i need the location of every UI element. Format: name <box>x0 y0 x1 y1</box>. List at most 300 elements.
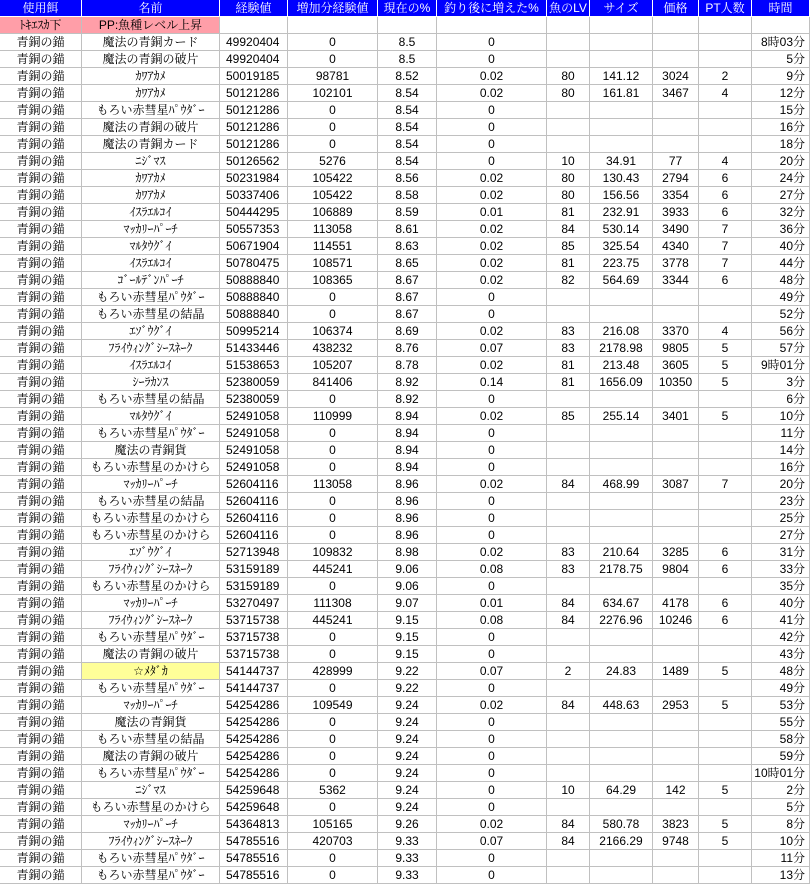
cell-exp: 50121286 <box>220 85 288 102</box>
cell-size <box>590 459 653 476</box>
cell-size: 216.08 <box>590 323 653 340</box>
cell-pt: 6 <box>699 187 752 204</box>
cell-exp: 50671904 <box>220 238 288 255</box>
cell-size: 2178.75 <box>590 561 653 578</box>
cell-pct-gain: 0.02 <box>437 85 547 102</box>
cell-lv <box>547 731 590 748</box>
cell-pt: 5 <box>699 408 752 425</box>
cell-exp-gain: 0 <box>288 102 378 119</box>
cell-time: 24分 <box>752 170 810 187</box>
table-row <box>0 663 810 680</box>
cell-exp: 53715738 <box>220 612 288 629</box>
cell-pt <box>699 493 752 510</box>
cell-exp: 49920404 <box>220 34 288 51</box>
cell-time: 42分 <box>752 629 810 646</box>
cell-pt <box>699 867 752 884</box>
cell-bait: 青銅の錨 <box>0 51 82 68</box>
cell-size <box>590 136 653 153</box>
cell-exp-gain: 0 <box>288 748 378 765</box>
cell-price: 10350 <box>653 374 699 391</box>
cell-pct: 8.92 <box>378 391 437 408</box>
cell-pct-gain: 0 <box>437 578 547 595</box>
cell-pct-gain: 0 <box>437 119 547 136</box>
cell-price: 142 <box>653 782 699 799</box>
cell-price <box>653 799 699 816</box>
cell-size: 564.69 <box>590 272 653 289</box>
cell-pct: 8.67 <box>378 272 437 289</box>
cell-pt: 7 <box>699 221 752 238</box>
cell-price: 4340 <box>653 238 699 255</box>
cell-name: 魔法の青銅の破片 <box>82 119 220 136</box>
table-row <box>0 391 810 408</box>
table-row <box>0 408 810 425</box>
cell-pct: 8.94 <box>378 408 437 425</box>
cell-time: 13分 <box>752 867 810 884</box>
cell-pct: 8.58 <box>378 187 437 204</box>
cell-price: 3344 <box>653 272 699 289</box>
cell-exp: 54254286 <box>220 748 288 765</box>
cell-exp-gain: 0 <box>288 646 378 663</box>
cell-bait: 青銅の錨 <box>0 629 82 646</box>
cell-size: 2166.29 <box>590 833 653 850</box>
cell-name: ﾌﾗｲｳｨﾝｸﾞｼｰｽﾈｰｸ <box>82 561 220 578</box>
cell-time: 11分 <box>752 850 810 867</box>
cell-exp-gain: 0 <box>288 34 378 51</box>
column-header-time: 時間 <box>752 0 810 17</box>
cell-pt: 6 <box>699 272 752 289</box>
cell-price: 1489 <box>653 663 699 680</box>
cell-price <box>653 425 699 442</box>
cell-name: もろい赤彗星のかけら <box>82 510 220 527</box>
cell-lv: 81 <box>547 374 590 391</box>
table-row <box>0 867 810 884</box>
cell-lv <box>547 850 590 867</box>
cell-time: 14分 <box>752 442 810 459</box>
cell-size <box>590 306 653 323</box>
cell-exp-gain: 109549 <box>288 697 378 714</box>
table-row <box>0 238 810 255</box>
cell-name: ｴｿﾞｳｸﾞｲ <box>82 323 220 340</box>
cell-pct-gain: 0.02 <box>437 238 547 255</box>
cell-exp: 54785516 <box>220 850 288 867</box>
table-row <box>0 799 810 816</box>
cell-size <box>590 510 653 527</box>
cell-pct-gain: 0 <box>437 782 547 799</box>
cell-bait: 青銅の錨 <box>0 306 82 323</box>
cell-pct: 8.54 <box>378 102 437 119</box>
cell-pct-gain: 0.02 <box>437 323 547 340</box>
cell-exp: 50231984 <box>220 170 288 187</box>
cell-bait: 青銅の錨 <box>0 391 82 408</box>
cell-pct-gain: 0 <box>437 646 547 663</box>
table-row <box>0 697 810 714</box>
cell-lv: 85 <box>547 238 590 255</box>
table-row <box>0 119 810 136</box>
cell-time: 27分 <box>752 187 810 204</box>
table-row <box>0 272 810 289</box>
cell-exp-gain: 445241 <box>288 612 378 629</box>
cell-price: 9748 <box>653 833 699 850</box>
cell-pt <box>699 459 752 476</box>
cell-pct-gain: 0.01 <box>437 204 547 221</box>
cell-name: ﾏﾙﾀｳｸﾞｲ <box>82 238 220 255</box>
cell-size <box>590 391 653 408</box>
cell-time: 31分 <box>752 544 810 561</box>
cell-pct-gain: 0.08 <box>437 561 547 578</box>
cell-time: 53分 <box>752 697 810 714</box>
cell-exp-gain: 0 <box>288 442 378 459</box>
cell-bait: 青銅の錨 <box>0 289 82 306</box>
cell-exp-gain: 102101 <box>288 85 378 102</box>
cell-name: もろい赤彗星の結晶 <box>82 306 220 323</box>
table-row <box>0 731 810 748</box>
cell-pt <box>699 646 752 663</box>
cell-name: もろい赤彗星ﾊﾟｳﾀﾞｰ <box>82 289 220 306</box>
cell-size: 1656.09 <box>590 374 653 391</box>
cell-exp-gain: 0 <box>288 425 378 442</box>
cell-lv <box>547 136 590 153</box>
table-row <box>0 527 810 544</box>
cell-price <box>653 34 699 51</box>
cell-price <box>653 867 699 884</box>
cell-pt <box>699 425 752 442</box>
cell-bait: 青銅の錨 <box>0 238 82 255</box>
cell-time: 56分 <box>752 323 810 340</box>
cell-exp-gain: 445241 <box>288 561 378 578</box>
cell-name: ｶﾜｱｶﾒ <box>82 68 220 85</box>
empty-cell <box>653 17 699 34</box>
cell-pt: 6 <box>699 204 752 221</box>
cell-lv: 84 <box>547 476 590 493</box>
cell-exp: 52491058 <box>220 425 288 442</box>
cell-size <box>590 731 653 748</box>
cell-pct: 9.24 <box>378 731 437 748</box>
cell-price <box>653 306 699 323</box>
cell-lv <box>547 680 590 697</box>
cell-exp: 54785516 <box>220 833 288 850</box>
cell-name: ☆ﾒﾀﾞｶ <box>82 663 220 680</box>
cell-lv <box>547 289 590 306</box>
cell-pct: 9.33 <box>378 850 437 867</box>
cell-exp-gain: 420703 <box>288 833 378 850</box>
cell-pct-gain: 0 <box>437 459 547 476</box>
cell-bait: 青銅の錨 <box>0 816 82 833</box>
cell-name: 魔法の青銅貨 <box>82 714 220 731</box>
cell-pt <box>699 765 752 782</box>
cell-pt <box>699 119 752 136</box>
cell-pct: 9.24 <box>378 714 437 731</box>
column-header-pt: PT人数 <box>699 0 752 17</box>
cell-bait: 青銅の錨 <box>0 578 82 595</box>
cell-bait: 青銅の錨 <box>0 867 82 884</box>
cell-name: もろい赤彗星のかけら <box>82 799 220 816</box>
cell-pct: 9.24 <box>378 799 437 816</box>
column-header-name: 名前 <box>82 0 220 17</box>
cell-name: ﾏｯｶﾘｰﾊﾟｰﾁ <box>82 816 220 833</box>
cell-price: 3490 <box>653 221 699 238</box>
table-row <box>0 51 810 68</box>
cell-pct-gain: 0 <box>437 527 547 544</box>
cell-exp: 53159189 <box>220 578 288 595</box>
cell-bait: 青銅の錨 <box>0 34 82 51</box>
cell-pt <box>699 731 752 748</box>
cell-name: もろい赤彗星の結晶 <box>82 391 220 408</box>
cell-time: 40分 <box>752 238 810 255</box>
cell-bait: 青銅の錨 <box>0 85 82 102</box>
cell-exp: 50780475 <box>220 255 288 272</box>
column-header-pct-gain: 釣り後に増えた% <box>437 0 547 17</box>
cell-bait: 青銅の錨 <box>0 476 82 493</box>
cell-pct: 9.33 <box>378 833 437 850</box>
cell-bait: 青銅の錨 <box>0 357 82 374</box>
cell-pct: 9.15 <box>378 612 437 629</box>
cell-price: 4178 <box>653 595 699 612</box>
cell-bait: 青銅の錨 <box>0 221 82 238</box>
cell-price <box>653 765 699 782</box>
cell-price <box>653 289 699 306</box>
cell-exp: 50126562 <box>220 153 288 170</box>
cell-exp-gain: 98781 <box>288 68 378 85</box>
cell-lv <box>547 34 590 51</box>
column-header-lv: 魚のLV <box>547 0 590 17</box>
table-row <box>0 748 810 765</box>
cell-pct-gain: 0 <box>437 136 547 153</box>
cell-lv <box>547 119 590 136</box>
cell-bait: 青銅の錨 <box>0 323 82 340</box>
cell-lv: 81 <box>547 357 590 374</box>
cell-pct-gain: 0 <box>437 391 547 408</box>
cell-lv <box>547 578 590 595</box>
cell-exp: 52713948 <box>220 544 288 561</box>
table-row <box>0 459 810 476</box>
cell-name: もろい赤彗星の結晶 <box>82 493 220 510</box>
cell-exp: 53715738 <box>220 646 288 663</box>
cell-pct: 8.61 <box>378 221 437 238</box>
cell-name: ﾏｯｶﾘｰﾊﾟｰﾁ <box>82 697 220 714</box>
table-row <box>0 782 810 799</box>
cell-size: 530.14 <box>590 221 653 238</box>
cell-time: 10分 <box>752 833 810 850</box>
cell-pct: 8.94 <box>378 459 437 476</box>
cell-pct-gain: 0.02 <box>437 170 547 187</box>
table-row <box>0 544 810 561</box>
cell-bait: 青銅の錨 <box>0 680 82 697</box>
table-row <box>0 255 810 272</box>
cell-pct: 8.96 <box>378 527 437 544</box>
cell-size <box>590 119 653 136</box>
cell-pt: 7 <box>699 476 752 493</box>
table-row <box>0 425 810 442</box>
cell-lv: 83 <box>547 544 590 561</box>
cell-exp: 53159189 <box>220 561 288 578</box>
cell-pct: 8.5 <box>378 51 437 68</box>
cell-time: 10時01分 <box>752 765 810 782</box>
cell-name: 魔法の青銅カード <box>82 136 220 153</box>
cell-name: ﾆｼﾞﾏｽ <box>82 782 220 799</box>
cell-bait: 青銅の錨 <box>0 170 82 187</box>
cell-size <box>590 442 653 459</box>
cell-bait: 青銅の錨 <box>0 187 82 204</box>
cell-lv: 83 <box>547 561 590 578</box>
cell-price <box>653 510 699 527</box>
cell-time: 9分 <box>752 68 810 85</box>
cell-price: 3354 <box>653 187 699 204</box>
table-row <box>0 595 810 612</box>
cell-time: 33分 <box>752 561 810 578</box>
cell-exp-gain: 0 <box>288 714 378 731</box>
table-row <box>0 153 810 170</box>
cell-name: ﾆｼﾞﾏｽ <box>82 153 220 170</box>
cell-size: 141.12 <box>590 68 653 85</box>
cell-pt: 4 <box>699 85 752 102</box>
cell-pct-gain: 0.02 <box>437 408 547 425</box>
cell-exp-gain: 113058 <box>288 221 378 238</box>
cell-exp: 50995214 <box>220 323 288 340</box>
cell-pt: 5 <box>699 357 752 374</box>
cell-pct: 8.94 <box>378 442 437 459</box>
cell-exp: 50444295 <box>220 204 288 221</box>
cell-pct: 8.56 <box>378 170 437 187</box>
cell-pct: 8.78 <box>378 357 437 374</box>
table-row <box>0 170 810 187</box>
table-row <box>0 204 810 221</box>
cell-pct-gain: 0 <box>437 850 547 867</box>
cell-pct-gain: 0 <box>437 731 547 748</box>
cell-pt <box>699 850 752 867</box>
cell-pt: 5 <box>699 816 752 833</box>
cell-time: 18分 <box>752 136 810 153</box>
cell-time: 35分 <box>752 578 810 595</box>
cell-name: 魔法の青銅の破片 <box>82 646 220 663</box>
cell-lv: 80 <box>547 187 590 204</box>
cell-time: 9時01分 <box>752 357 810 374</box>
cell-pct: 9.26 <box>378 816 437 833</box>
cell-bait: 青銅の錨 <box>0 510 82 527</box>
cell-pct: 8.69 <box>378 323 437 340</box>
cell-exp: 54364813 <box>220 816 288 833</box>
cell-exp-gain: 0 <box>288 799 378 816</box>
cell-exp-gain: 5362 <box>288 782 378 799</box>
note-row <box>0 17 810 34</box>
cell-bait: 青銅の錨 <box>0 459 82 476</box>
cell-exp-gain: 106889 <box>288 204 378 221</box>
cell-lv <box>547 748 590 765</box>
cell-size: 580.78 <box>590 816 653 833</box>
table-row <box>0 510 810 527</box>
cell-price <box>653 646 699 663</box>
cell-exp: 52604116 <box>220 476 288 493</box>
cell-lv: 84 <box>547 816 590 833</box>
cell-size: 161.81 <box>590 85 653 102</box>
cell-time: 59分 <box>752 748 810 765</box>
cell-bait: 青銅の錨 <box>0 799 82 816</box>
cell-lv <box>547 102 590 119</box>
cell-lv: 84 <box>547 697 590 714</box>
table-body <box>0 34 810 884</box>
cell-pct: 9.24 <box>378 697 437 714</box>
cell-price <box>653 136 699 153</box>
cell-lv: 84 <box>547 221 590 238</box>
cell-pct: 8.94 <box>378 425 437 442</box>
cell-exp-gain: 5276 <box>288 153 378 170</box>
cell-price <box>653 629 699 646</box>
cell-size <box>590 867 653 884</box>
cell-name: もろい赤彗星ﾊﾟｳﾀﾞｰ <box>82 629 220 646</box>
cell-exp: 54144737 <box>220 680 288 697</box>
cell-lv: 80 <box>547 68 590 85</box>
cell-pct: 8.67 <box>378 289 437 306</box>
cell-price <box>653 748 699 765</box>
cell-lv: 81 <box>547 255 590 272</box>
cell-exp: 54254286 <box>220 697 288 714</box>
cell-pct-gain: 0 <box>437 51 547 68</box>
cell-exp: 53270497 <box>220 595 288 612</box>
cell-pct: 8.63 <box>378 238 437 255</box>
cell-pt: 4 <box>699 153 752 170</box>
cell-pct-gain: 0.02 <box>437 187 547 204</box>
cell-exp: 51538653 <box>220 357 288 374</box>
cell-pt <box>699 680 752 697</box>
cell-lv <box>547 425 590 442</box>
cell-pct: 9.22 <box>378 680 437 697</box>
cell-size <box>590 680 653 697</box>
cell-pct: 9.33 <box>378 867 437 884</box>
empty-cell <box>547 17 590 34</box>
cell-exp-gain: 110999 <box>288 408 378 425</box>
cell-name: もろい赤彗星ﾊﾟｳﾀﾞｰ <box>82 765 220 782</box>
cell-price: 3823 <box>653 816 699 833</box>
table-row <box>0 714 810 731</box>
cell-exp: 50019185 <box>220 68 288 85</box>
cell-size: 34.91 <box>590 153 653 170</box>
cell-exp-gain: 113058 <box>288 476 378 493</box>
cell-exp: 54259648 <box>220 782 288 799</box>
cell-exp-gain: 0 <box>288 867 378 884</box>
cell-price <box>653 850 699 867</box>
cell-pt <box>699 442 752 459</box>
cell-price: 3285 <box>653 544 699 561</box>
cell-pt <box>699 799 752 816</box>
column-header-bait: 使用餌 <box>0 0 82 17</box>
table-row <box>0 357 810 374</box>
cell-pct-gain: 0 <box>437 629 547 646</box>
cell-exp: 52604116 <box>220 510 288 527</box>
cell-lv <box>547 714 590 731</box>
cell-exp: 54144737 <box>220 663 288 680</box>
cell-time: 55分 <box>752 714 810 731</box>
cell-pct-gain: 0.02 <box>437 816 547 833</box>
cell-pct-gain: 0.02 <box>437 68 547 85</box>
cell-time: 49分 <box>752 680 810 697</box>
cell-time: 25分 <box>752 510 810 527</box>
cell-time: 11分 <box>752 425 810 442</box>
cell-bait: 青銅の錨 <box>0 595 82 612</box>
cell-name: もろい赤彗星ﾊﾟｳﾀﾞｰ <box>82 867 220 884</box>
cell-time: 27分 <box>752 527 810 544</box>
cell-lv <box>547 391 590 408</box>
cell-name: ｶﾜｱｶﾒ <box>82 187 220 204</box>
table-row <box>0 68 810 85</box>
cell-exp-gain: 438232 <box>288 340 378 357</box>
cell-lv <box>547 306 590 323</box>
cell-pt <box>699 748 752 765</box>
cell-pct-gain: 0.07 <box>437 833 547 850</box>
cell-pct: 8.96 <box>378 493 437 510</box>
cell-size <box>590 493 653 510</box>
table-row <box>0 323 810 340</box>
cell-pt <box>699 510 752 527</box>
cell-pct: 9.22 <box>378 663 437 680</box>
